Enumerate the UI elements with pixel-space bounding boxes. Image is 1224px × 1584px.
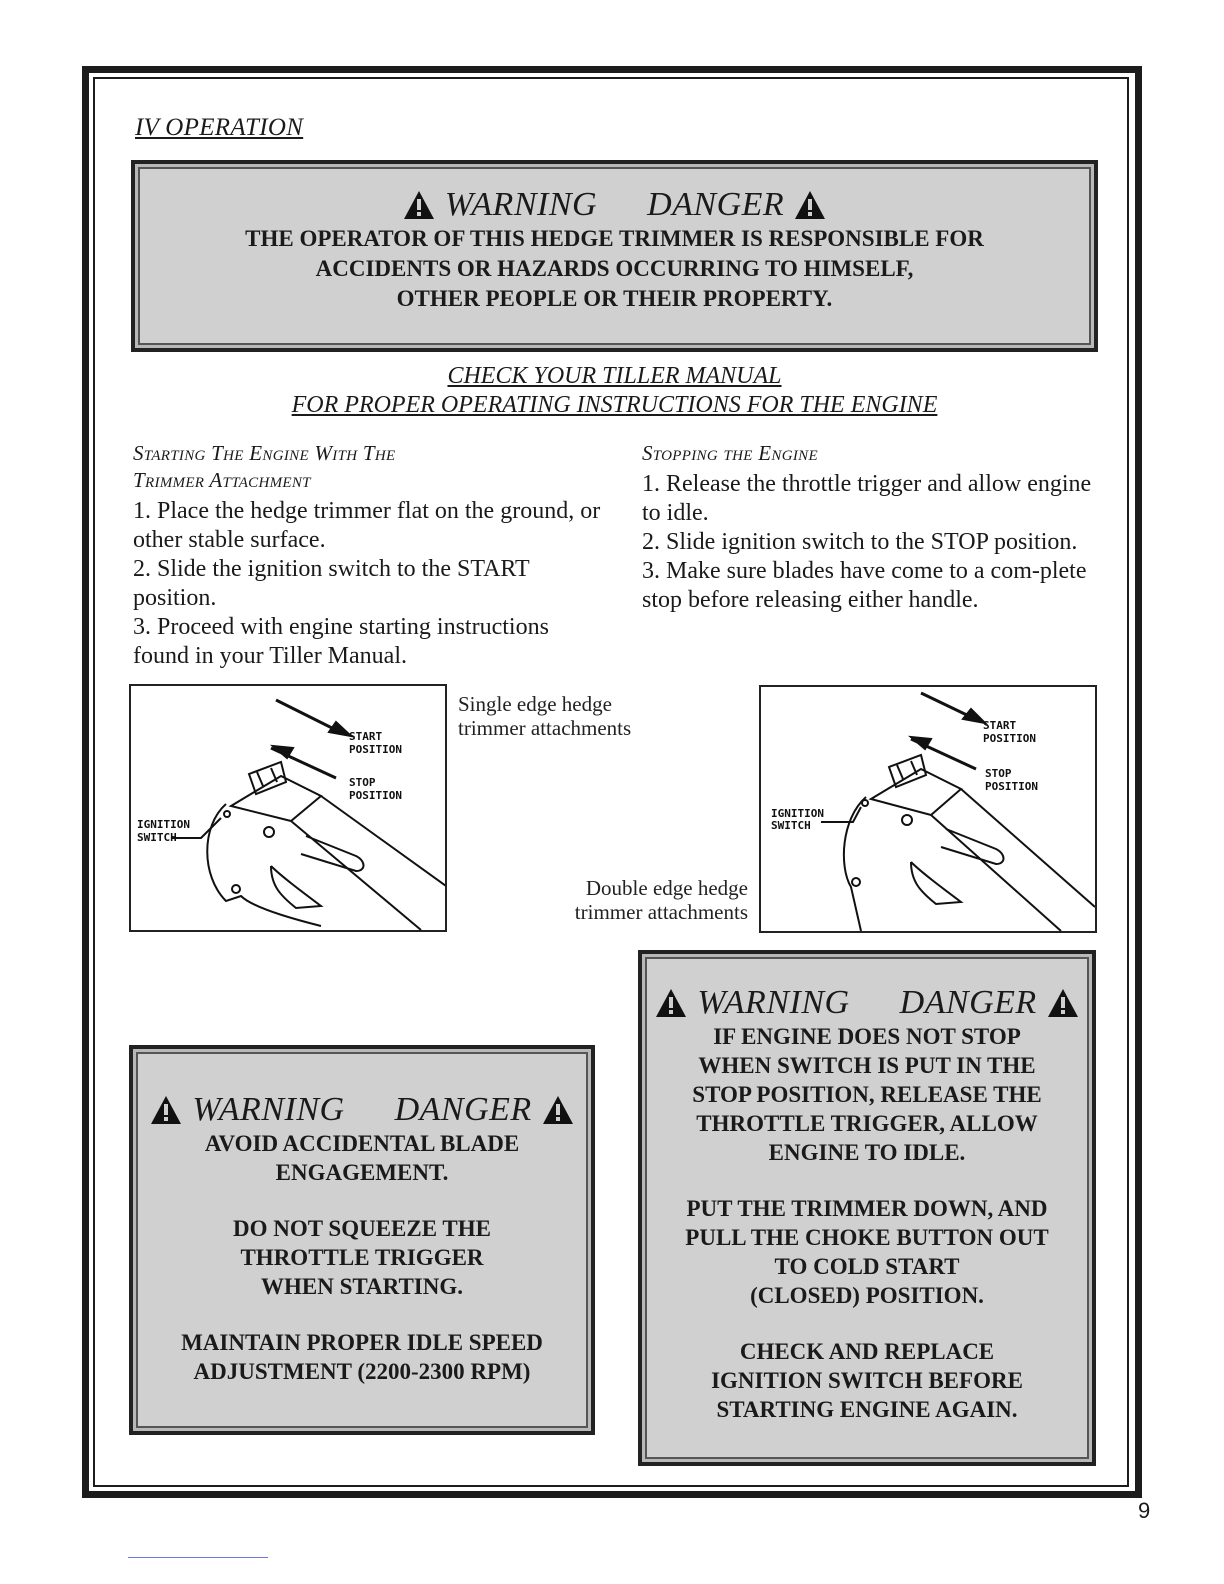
warning-paragraph: PUT THE TRIMMER DOWN, AND PULL THE CHOKE BUTTON OUT TO COLD START (CLOSED) POSITION.	[685, 1196, 1049, 1308]
stop-position-label: STOP	[349, 776, 376, 789]
warning-header	[642, 984, 1092, 1022]
warning-box-blade-engagement	[129, 1045, 595, 1435]
danger-label: DANGER	[647, 186, 785, 223]
double-edge-caption: Double edge hedge trimmer attachments	[574, 876, 748, 924]
single-edge-caption: Single edge hedge trimmer attachments	[458, 692, 632, 740]
single-edge-trimmer-figure	[129, 684, 447, 932]
starting-step: 3. Proceed with engine starting instructions found in your Tiller Manual.	[133, 614, 549, 669]
warning-box-engine-stop	[638, 950, 1096, 1466]
warning-triangle-icon	[1047, 988, 1079, 1018]
warning-paragraph: DO NOT SQUEEZE THE THROTTLE TRIGGER WHEN STARTING.	[233, 1216, 491, 1299]
starting-step: 1. Place the hedge trimmer flat on the ground, or other stable surface.	[133, 498, 601, 553]
trimmer-handle-illustration	[761, 687, 1095, 931]
warning-triangle-icon	[403, 190, 435, 220]
check-manual-line: CHECK YOUR TILLER MANUAL	[447, 363, 782, 389]
warning-text	[133, 1129, 591, 1386]
double-edge-trimmer-figure	[759, 685, 1097, 933]
warning-line: THE OPERATOR OF THIS HEDGE TRIMMER IS RESPONSIBLE FOR	[245, 226, 984, 251]
stopping-step: 3. Make sure blades have come to a com-plete stop before releasing either handle.	[642, 558, 1087, 613]
ignition-switch-label: SWITCH	[771, 819, 811, 832]
ignition-switch-label: SWITCH	[137, 831, 177, 844]
warning-header	[133, 1091, 591, 1129]
warning-text	[642, 1022, 1092, 1424]
stop-position-label: STOP	[985, 767, 1012, 780]
check-manual-line: FOR PROPER OPERATING INSTRUCTIONS FOR THE ENGINE	[291, 392, 938, 418]
start-position-label: POSITION	[983, 732, 1036, 745]
warning-line: OTHER PEOPLE OR THEIR PROPERTY.	[396, 286, 833, 311]
warning-paragraph: MAINTAIN PROPER IDLE SPEED ADJUSTMENT (2200-2300 RPM)	[181, 1330, 543, 1384]
section-title: IV OPERATION	[135, 114, 304, 141]
start-position-label: START	[349, 730, 383, 743]
ignition-switch-label: IGNITION	[771, 807, 824, 820]
warning-label: WARNING	[697, 984, 850, 1021]
stop-position-label: POSITION	[985, 780, 1038, 793]
danger-label: DANGER	[394, 1091, 532, 1128]
footer-divider	[128, 1557, 268, 1558]
start-position-label: START	[983, 719, 1017, 732]
starting-step: 2. Slide the ignition switch to the START position.	[133, 556, 530, 611]
stop-position-label: POSITION	[349, 789, 402, 802]
stopping-heading: Stopping the Engine	[642, 441, 818, 465]
warning-paragraph: CHECK AND REPLACE IGNITION SWITCH BEFORE STARTING ENGINE AGAIN.	[711, 1339, 1023, 1422]
warning-triangle-icon	[150, 1095, 182, 1125]
starting-heading: Starting The Engine With The Trimmer Attachment	[133, 441, 396, 492]
ignition-switch-label: IGNITION	[137, 818, 190, 831]
page-number: 9	[1138, 1498, 1151, 1523]
warning-paragraph: AVOID ACCIDENTAL BLADE ENGAGEMENT.	[204, 1131, 520, 1185]
warning-label: WARNING	[444, 186, 598, 223]
start-position-label: POSITION	[349, 743, 402, 756]
warning-line: ACCIDENTS OR HAZARDS OCCURRING TO HIMSELF,	[315, 256, 914, 281]
warning-header	[135, 186, 1094, 224]
warning-paragraph: IF ENGINE DOES NOT STOP WHEN SWITCH IS PUT IN THE STOP POSITION, RELEASE THE THROTTLE TRIGGER, ALLOW ENGINE TO IDLE.	[692, 1024, 1042, 1165]
warning-triangle-icon	[655, 988, 687, 1018]
warning-box-operator-responsibility	[131, 160, 1098, 352]
danger-label: DANGER	[899, 984, 1037, 1021]
warning-triangle-icon	[794, 190, 826, 220]
warning-text	[135, 224, 1094, 314]
warning-label: WARNING	[192, 1091, 345, 1128]
stopping-step: 2. Slide ignition switch to the STOP position.	[642, 529, 1078, 555]
warning-triangle-icon	[542, 1095, 574, 1125]
stopping-engine-section	[642, 440, 1102, 615]
check-manual-notice	[131, 362, 1098, 420]
starting-engine-section	[133, 440, 603, 671]
stopping-step: 1. Release the throttle trigger and allow engine to idle.	[642, 471, 1092, 526]
trimmer-handle-illustration	[131, 686, 445, 930]
